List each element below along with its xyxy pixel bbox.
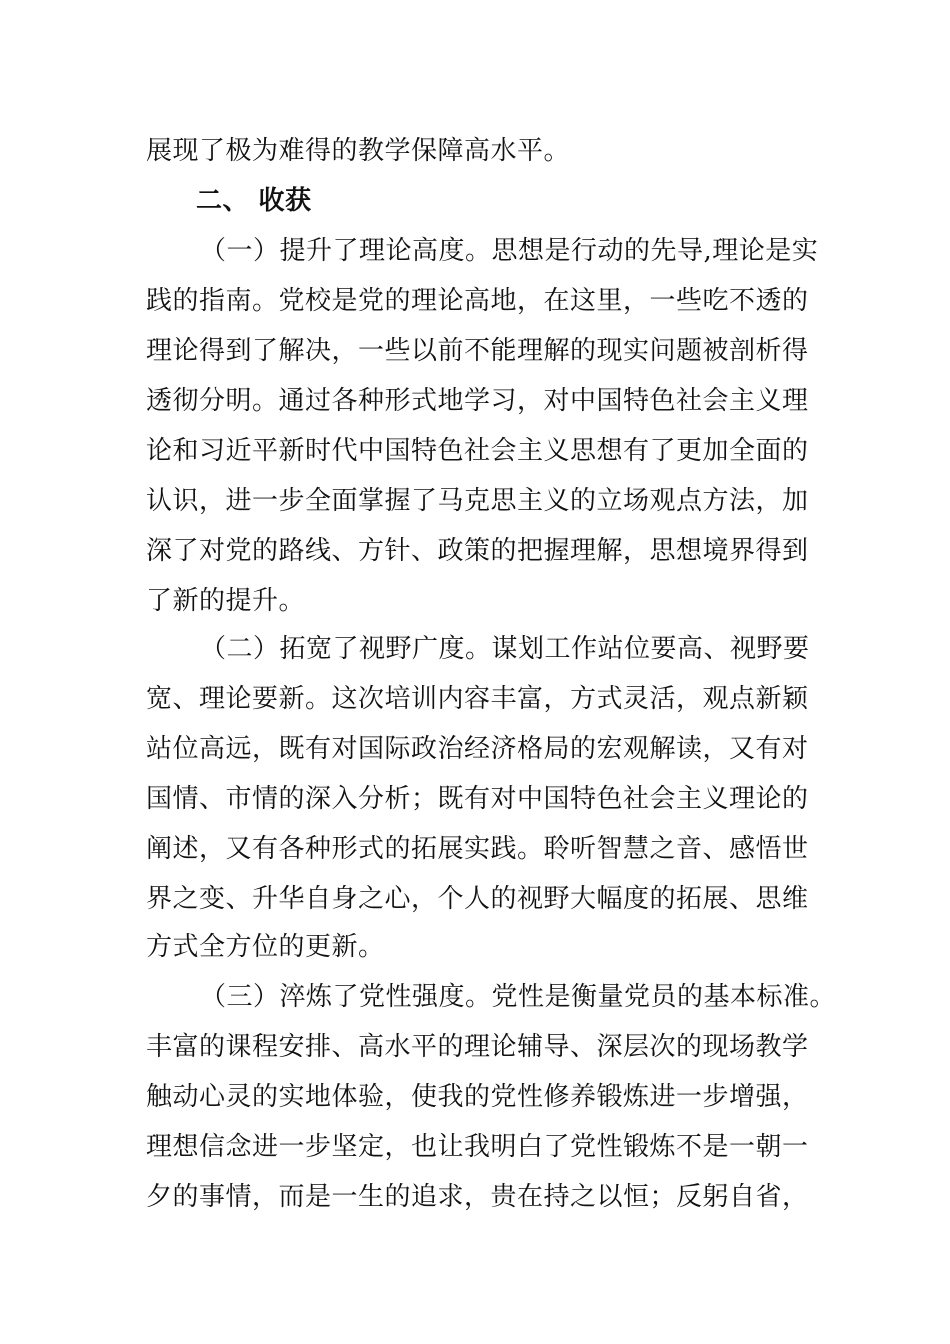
paragraph-line: 界之变、升华自身之心，个人的视野大幅度的拓展、思维 — [146, 884, 809, 914]
paragraph-text: 谋划工作站位要高、视野要 — [491, 634, 810, 664]
paragraph-line: 方式全方位的更新。 — [146, 932, 385, 962]
paragraph-line: 践的指南。党校是党的理论高地，在这里，一些吃不透的 — [146, 286, 809, 316]
paragraph-line: 透彻分明。通过各种形式地学习，对中国特色社会主义理 — [146, 386, 809, 416]
paragraph-line: 论和习近平新时代中国特色社会主义思想有了更加全面的 — [146, 436, 809, 466]
paragraph-line: 阐述，又有各种形式的拓展实践。聆听智慧之音、感悟世 — [146, 834, 809, 864]
paragraph-first-line — [200, 236, 818, 266]
paragraph-first-line — [200, 982, 836, 1012]
paragraph-lead: （一）提升了理论高度。 — [200, 236, 492, 266]
paragraph-line: 夕的事情，而是一生的追求，贵在持之以恒；反躬自省， — [146, 1182, 809, 1212]
section-heading: 二、 收获 — [196, 186, 312, 216]
paragraph-line: 认识，进一步全面掌握了马克思主义的立场观点方法，加 — [146, 486, 809, 516]
paragraph-first-line — [200, 634, 810, 664]
paragraph-lead: （三）淬炼了党性强度。 — [200, 982, 492, 1012]
paragraph-line: 理想信念进一步坚定，也让我明白了党性锻炼不是一朝一 — [146, 1132, 809, 1162]
paragraph-line: 宽、理论要新。这次培训内容丰富，方式灵活，观点新颖 — [146, 684, 809, 714]
paragraph-line: 展现了极为难得的教学保障高水平。 — [146, 136, 571, 166]
paragraph-line: 站位高远，既有对国际政治经济格局的宏观解读，又有对 — [146, 734, 809, 764]
paragraph-line: 触动心灵的实地体验，使我的党性修养锻炼进一步增强， — [146, 1082, 809, 1112]
paragraph-text: 思想是行动的先导,理论是实 — [491, 236, 819, 266]
paragraph-line: 国情、市情的深入分析；既有对中国特色社会主义理论的 — [146, 784, 809, 814]
paragraph-line: 深了对党的路线、方针、政策的把握理解，思想境界得到 — [146, 536, 809, 566]
paragraph-line: 理论得到了解决，一些以前不能理解的现实问题被剖析得 — [146, 336, 809, 366]
paragraph-line: 了新的提升。 — [146, 586, 306, 616]
paragraph-text: 党性是衡量党员的基本标准。 — [491, 982, 837, 1012]
paragraph-line: 丰富的课程安排、高水平的理论辅导、深层次的现场教学 — [146, 1032, 809, 1062]
paragraph-lead: （二）拓宽了视野广度。 — [200, 634, 492, 664]
